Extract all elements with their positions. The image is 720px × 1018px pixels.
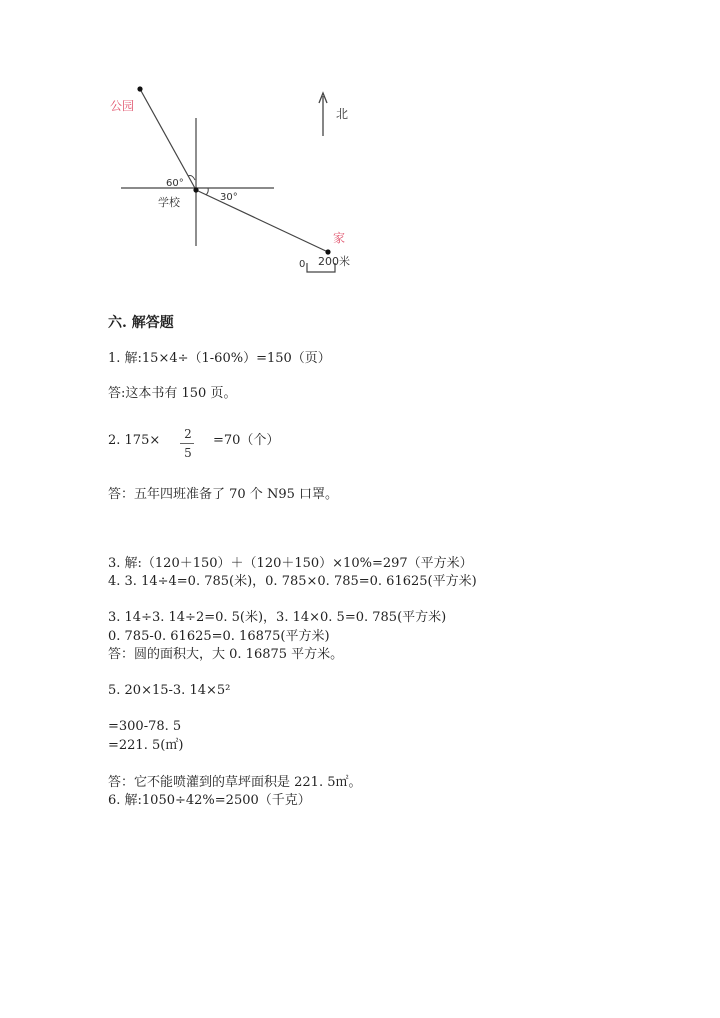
q1-answer: 答:这本书有 150 页。 (108, 386, 237, 401)
scale-value-label: 200米 (318, 255, 350, 268)
q5-line-2: =300-78. 5 (108, 719, 182, 734)
q2-solution-prefix: 2. 175× (108, 433, 161, 448)
q5-line-1: 5. 20×15-3. 14×5² (108, 683, 231, 698)
angle-arc-home (206, 188, 208, 195)
home-label: 家 (333, 231, 346, 245)
q2-answer: 答：五年四班准备了 70 个 N95 口罩。 (108, 487, 338, 502)
scale-zero-label: 0 (299, 259, 306, 270)
home-point (325, 249, 330, 254)
q3-solution: 3. 解:（120＋150）＋（120＋150）×10%=297（平方米） (108, 556, 473, 571)
q2-solution-suffix: =70（个） (213, 433, 280, 448)
school-point (193, 187, 198, 192)
q4-line-2: 3. 14÷3. 14÷2=0. 5(米)，3. 14×0. 5=0. 785(平方米) (108, 610, 447, 625)
school-label: 学校 (158, 196, 180, 209)
q1-solution: 1. 解:15×4÷（1-60%）=150（页） (108, 351, 331, 366)
route-school-to-home (196, 190, 328, 252)
direction-map-diagram (0, 0, 720, 290)
angle-30-label: 30° (220, 192, 238, 203)
angle-60-label: 60° (166, 178, 184, 189)
route-school-to-park (140, 89, 196, 190)
q2-fraction-bar (180, 443, 194, 444)
park-label: 公园 (110, 99, 135, 113)
park-point (137, 86, 142, 91)
q6-solution: 6. 解:1050÷42%=2500（千克） (108, 793, 311, 808)
q2-fraction-numerator: 2 (184, 427, 192, 441)
q4-line-1: 4. 3. 14÷4=0. 785(米)，0. 785×0. 785=0. 61625(平方米) (108, 574, 477, 589)
q5-line-3: =221. 5(㎡) (108, 738, 184, 753)
north-label: 北 (336, 107, 349, 121)
q5-answer: 答：它不能喷灌到的草坪面积是 221. 5㎡。 (108, 775, 362, 790)
q4-answer: 答：圆的面积大，大 0. 16875 平方米。 (108, 647, 344, 662)
section-title: 六. 解答题 (108, 315, 174, 331)
q4-line-3: 0. 785-0. 61625=0. 16875(平方米) (108, 629, 330, 644)
q2-fraction-denominator: 5 (184, 446, 192, 460)
